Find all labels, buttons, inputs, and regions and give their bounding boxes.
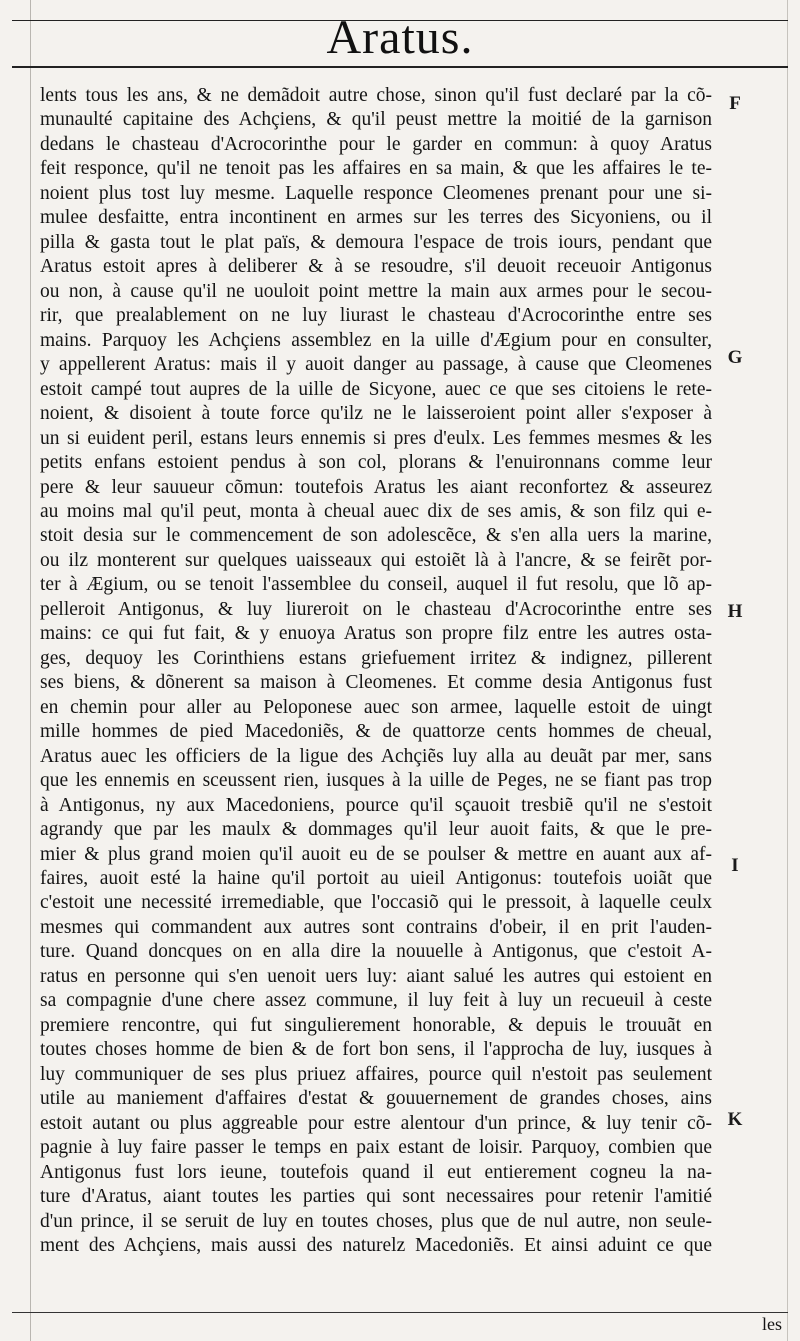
text-line: ture. Quand doncques on en alla dire la nouuelle à Antigonus, que c'estoit A- xyxy=(40,941,712,963)
text-line: lents tous les ans, & ne demãdoit autre chose, sinon qu'il fust declaré par la cõ- xyxy=(40,85,712,106)
text-line: estoit campé tout aupres de la uille de Sicyone, auec ce que ses citoiens le rete- xyxy=(40,378,712,400)
text-line: ter à Ægium, ou se tenoit l'assemblee du conseil, auquel il fut resolu, que lõ ap- xyxy=(40,574,712,596)
text-line: c'estoit une necessité irremediable, que l'occasiõ qui le pressoit, à laquelle ceulx xyxy=(40,892,712,914)
page-outer-edge xyxy=(787,0,788,1341)
catchword: les xyxy=(762,1314,782,1334)
body-text xyxy=(40,84,712,1308)
text-line: mesmes qui commandent aux autres sont contrains d'obeir, il en prit l'auden- xyxy=(40,916,712,938)
text-line: pilla & gasta tout le plat païs, & demoura l'espace de trois iours, pendant que xyxy=(40,231,712,253)
text-line: ment des Achçiens, mais aussi des naturelz Macedoniẽs. Et ainsi aduint ce que xyxy=(40,1235,712,1257)
text-line: utile au maniement d'affaires d'estat & gouuernement de grandes choses, ains xyxy=(40,1088,712,1110)
running-title: Aratus. xyxy=(326,11,474,64)
text-line: au moins mal qu'il peut, monta à cheual auec dix de ses amis, & son filz qui e- xyxy=(40,500,712,522)
text-line: d'un prince, il se seruit de luy en toutes choses, plus que de nul autre, non seule- xyxy=(40,1210,712,1232)
margin-letter-f: F xyxy=(729,93,741,114)
text-line: stoit desia sur le commencement de son adolescẽce, & s'en alla uers la marine, xyxy=(40,525,712,547)
text-line: faires, auoit esté la haine qu'il portoit au uieil Antigonus: toutefois uoiãt que xyxy=(40,868,712,889)
text-line: agrandy que par les maulx & dommages qu'il leur auoit faits, & que le pre- xyxy=(40,819,712,841)
margin-letter-i: I xyxy=(731,855,739,876)
text-line: ture d'Aratus, aiant toutes les parties qui sont necessaires pour retenir l'amitié xyxy=(40,1186,712,1208)
text-line: sa compagnie d'une chere assez commune, il luy feit à luy un recueuil à ceste xyxy=(40,990,712,1012)
text-line: un si euident peril, estans leurs ennemis si pres d'eulx. Les femmes mesmes & les xyxy=(40,427,712,449)
text-line: mier & plus grand moien qu'il auoit eu de se poulser & mettre en auant aux af- xyxy=(40,843,712,865)
text-line: pelleroit Antigonus, & luy liureroit on le chasteau d'Acrocorinthe entre ses xyxy=(40,598,712,620)
text-line: pagnie à luy faire passer le temps en paix estant de loisir. Parquoy, combien que xyxy=(40,1137,712,1159)
text-line: rir, que prealablement on ne luy liurast le chasteau d'Acrocorinthe entre ses xyxy=(40,305,712,327)
text-line: Aratus estoit apres à deliberer & à se resoudre, s'il deuoit receuoir Antigonus xyxy=(40,256,712,278)
text-line: petits enfans estoient pendus à son col, plorans & l'enuironnans comme leur xyxy=(40,452,712,474)
margin-letter-g: G xyxy=(727,347,743,368)
text-line: Aratus auec les officiers de la ligue des Achçiẽs luy alla au deuãt par mer, sans xyxy=(40,745,712,767)
margin-letter-h: H xyxy=(727,601,743,622)
text-line: pere & leur sauueur cõmun: toutefois Aratus les aiant reconfortez & asseurez xyxy=(40,476,712,498)
text-line: en chemin pour aller au Peloponese auec son armee, laquelle estoit de uingt xyxy=(40,696,712,718)
text-line: mains: ce qui fut fait, & y enuoya Aratus son propre filz entre les autres osta- xyxy=(40,623,712,645)
text-line: noient, & disoient à toute force qu'ilz ne le laisseroient point aller s'exposer à xyxy=(40,403,712,425)
text-line: mille hommes de pied Macedoniẽs, & de quattorze cents hommes de cheual, xyxy=(40,721,712,743)
page-header xyxy=(12,0,788,66)
text-line: ses biens, & dõnerent sa maison à Cleomenes. Et comme desia Antigonus fust xyxy=(40,672,712,694)
text-line: ges, dequoy les Corinthiens estans griefuement irritez & indignez, pillerent xyxy=(40,647,712,669)
text-line: ou ilz monterent sur quelques uaisseaux qui estoiẽt là à l'ancre, & se feirẽt por- xyxy=(40,549,712,571)
text-line: ratus en personne qui s'en uenoit uers luy: aiant salué les autres qui estoient en xyxy=(40,965,712,987)
text-line: à Antigonus, ny aux Macedoniens, pource qu'il sçauoit tresbiẽ qu'il ne s'estoit xyxy=(40,794,712,816)
text-line: feit responce, qu'il ne tenoit pas les affaires en sa main, & que les affaires le te- xyxy=(40,158,712,180)
margin-letter-k: K xyxy=(727,1109,743,1130)
text-line: noient plus tost luy mesme. Laquelle responce Cleomenes prenant pour une si- xyxy=(40,182,712,204)
text-line: estoit autant ou plus aggreable pour estre alentour d'un prince, & luy tenir cõ- xyxy=(40,1112,712,1134)
text-line: luy communiquer de ses plus priuez affaires, pource quil n'estoit pas seulement xyxy=(40,1063,712,1085)
text-line: mulee desfaitte, entra incontinent en armes sur les terres des Sicyoniens, ou il xyxy=(40,207,712,229)
text-line: premiere rencontre, qui fut singulierement honorable, & depuis le trouuãt en xyxy=(40,1014,712,1036)
text-line: mains. Parquoy les Achçiens assemblez en la uille d'Ægium pour en consulter, xyxy=(40,329,712,351)
text-line: y appellerent Aratus: mais il y auoit danger au passage, à cause que Cleomenes xyxy=(40,354,712,376)
text-line: dedans le chasteau d'Acrocorinthe pour le garder en commun: à quoy Aratus xyxy=(40,133,712,155)
header-rule xyxy=(12,66,788,68)
text-line: que les ennemis en sceussent rien, iusques à la uille de Peges, ne se fiant pas trop xyxy=(40,770,712,792)
text-line: ou non, à cause qu'il ne uouloit point mettre la main aux armes pour le secou- xyxy=(40,280,712,302)
text-line: Antigonus fust lors ieune, toutefois quand il eut entierement cogneu la na- xyxy=(40,1161,712,1183)
text-line: toutes choses homme de bien & de fort bon sens, il l'approcha de luy, iusques à xyxy=(40,1039,712,1061)
text-line: munaulté capitaine des Achçiens, & qu'il peust mettre la moitié de la garnison xyxy=(40,109,712,131)
footer-rule xyxy=(12,1312,788,1313)
page-gutter-edge xyxy=(30,0,31,1341)
